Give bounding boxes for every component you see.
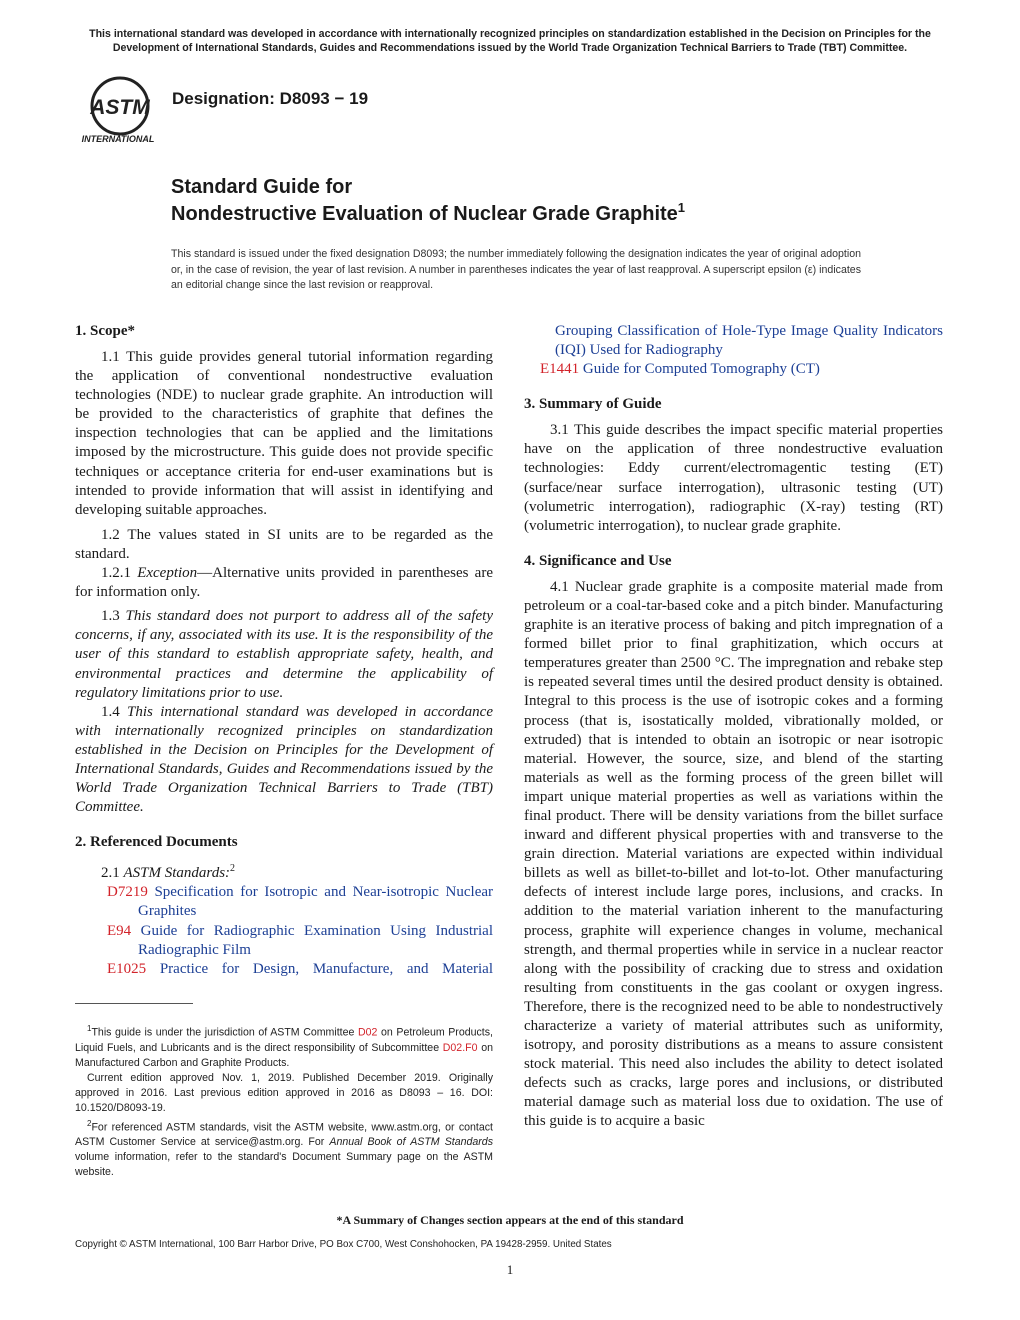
ref-e94[interactable] xyxy=(75,922,493,960)
left-column xyxy=(75,322,493,979)
top-notice: This international standard was developed in accordance with internationally recognized principles on standardization established in the Decision on Principles for the Development of International Standards, Guides and Recommendations issued by the World Trade Organization Technical Barriers to Trade (TBT) Committee. xyxy=(89,28,931,54)
para-1-4 xyxy=(75,703,493,818)
para-1-2-1-text: —Alternative units provided in parentheses are for information only. xyxy=(75,565,493,601)
para-1-2-1-em: Exception xyxy=(137,565,198,582)
ref-title[interactable]: Guide for Radiographic Examination Using Industrial Radiographic Film xyxy=(138,922,493,958)
footnote-1-text-a: This guide is under the jurisdiction of ASTM Committee xyxy=(91,1026,355,1039)
para-1-3-text: This standard does not purport to address all of the safety concerns, if any, associated with its use. It is the responsibility of the user of this standard to establish appropriate safety, health, and environmental practices and determine the applicability of regulatory limitations prior to use. xyxy=(75,608,494,701)
ref-title-part2[interactable]: Grouping Classification of Hole-Type Image Quality Indicators (IQI) Used for Radiography xyxy=(555,323,943,359)
summary-heading: 3. Summary of Guide xyxy=(524,396,662,413)
ref-code[interactable]: D7219 xyxy=(107,884,148,901)
ref-e1441[interactable] xyxy=(524,360,943,379)
footnote-1 xyxy=(75,1021,493,1071)
ref-e1025-continued[interactable] xyxy=(524,322,943,360)
para-2-1-sup: 2 xyxy=(230,863,236,875)
footnote-2-text-b: volume information, refer to the standard's Document Summary page on the ASTM website. xyxy=(75,1151,493,1179)
para-2-1 xyxy=(75,859,493,883)
ref-title[interactable]: Specification for Isotropic and Near-isotropic Nuclear Graphites xyxy=(138,884,493,920)
scope-heading: 1. Scope* xyxy=(75,323,135,339)
title-main: Nondestructive Evaluation of Nuclear Grade Graphite xyxy=(171,203,678,225)
title-footnote-mark: 1 xyxy=(677,200,686,215)
designation: Designation: D8093 − 19 xyxy=(172,89,369,108)
para-1-2-1 xyxy=(75,564,493,602)
summary-of-changes-note: *A Summary of Changes section appears at the end of this standard xyxy=(336,1213,684,1227)
footnote-1-text-c: on Manufactured Carbon and Graphite Products. xyxy=(75,1041,493,1069)
logo-text: ASTM xyxy=(90,96,150,119)
para-3-1: 3.1 This guide describes the impact specific material properties have on the application of three nondestructive evaluation technologies: Eddy current/electromagentic testing (ET) (surface/near surface interrogation), ultrasonic testing (UT) (volumetric interrogation), radiographic (X-ray) testing (RT) (volumetric interrogation), to nuclear grade graphite. xyxy=(524,422,943,534)
referenced-heading: 2. Referenced Documents xyxy=(75,834,238,851)
footnote-1-mark: 1 xyxy=(87,1024,92,1033)
para-1-2: 1.2 The values stated in SI units are to be regarded as the standard. xyxy=(75,526,493,562)
right-column xyxy=(524,322,943,1132)
page-number: 1 xyxy=(506,1262,514,1277)
ref-code[interactable]: E1025 xyxy=(107,960,147,977)
para-1-1: 1.1 This guide provides general tutorial information regarding the application of conventional nondestructive evaluation technologies (NDE) to nuclear grade graphite. An introduction will be provided to the characteristics of graphite that defines the inspection technologies that can be applied and the limitations imposed by the microstructure. This guide does not provide specific techniques or acceptance criteria for end-user examinations but is intended to provide information that will assist in identifying and developing suitable approaches. xyxy=(75,349,493,518)
footnote-1-link-d02[interactable]: D02 xyxy=(358,1026,378,1039)
para-1-3-num: 1.3 xyxy=(101,608,120,625)
ref-d7219[interactable] xyxy=(75,883,493,921)
copyright: Copyright © ASTM International, 100 Barr Harbor Drive, PO Box C700, West Conshohocken, PA 19428-2959. United States xyxy=(75,1239,612,1250)
footnotes xyxy=(75,1021,493,1180)
para-1-3 xyxy=(75,607,493,702)
footnote-2-em: Annual Book of ASTM Standards xyxy=(329,1136,493,1149)
footnote-2-text-a: For referenced ASTM standards, visit the ASTM website, www.astm.org, or contact ASTM Customer Service at service@astm.org. For xyxy=(75,1121,493,1149)
para-1-2-1-num: 1.2.1 xyxy=(101,565,131,582)
significance-heading: 4. Significance and Use xyxy=(524,552,672,569)
footnote-1-link-d02f0[interactable]: D02.F0 xyxy=(442,1041,478,1054)
logo-subtext: INTERNATIONAL xyxy=(81,134,155,144)
footnote-2-mark: 2 xyxy=(87,1118,92,1128)
para-1-4-text: This international standard was developed in accordance with internationally recognized principles on standardization established in the Decision on Principles for the Development of International Standards, Guides and Recommendations issued by the World Trade Organization Technical Barriers to Trade (TBT) Committee. xyxy=(75,703,493,816)
footnote-1-edition: Current edition approved Nov. 1, 2019. Published December 2019. Originally approved in 2016. Last previous edition approved in 2016 as D8093 – 16. DOI: 10.1520/D8093-19. xyxy=(75,1071,493,1114)
document-title xyxy=(171,174,685,228)
footnote-2 xyxy=(75,1116,493,1181)
ref-code[interactable]: E1441 xyxy=(540,361,580,378)
footnote-separator xyxy=(75,1003,193,1004)
title-line-2 xyxy=(171,201,685,228)
para-4-1: 4.1 Nuclear grade graphite is a composite material made from petroleum or a coal-tar-based coke and a pitch binder. Manufacturing graphite is an iterative process of baking and pitch impregnation of a formed billet prior to final graphitization, which occurs at temperatures greater than 2500 °C. The impregnation and rebake step is repeated several times until the desired product density is obtained. Integral to this process is the use of isotropic cokes and a forming process (that is, isostatically molded, vibrationally molded, or extruded) that is intended to obtain an isotropic or near isotropic material. However, the source, size, and blend of the starting materials as well as the forming process of the green billet will impart unique material properties as well as variations within the final product. There will be density variations from the billet surface inward and different physical properties with and transverse to the grain direction. Material variations are expected within individual billets as well as billet-to-billet and lot-to-lot. Other manufacturing defects of interest include large pores, inclusions, and cracks. In addition to the material variation inherent to the manufacturing process, graphite will experience changes in volume, mechanical strength, and thermal properties while in service in a nuclear reactor along with the possibility of cracking due to stress and oxidation resulting from constituents in the gas coolant or oxygen ingress. Therefore, there is the recognized need to be able to nondestructively characterize a variety of material attributes such as uniformity, isotropy, and porosity distributions as a means to assure consistent stock material. This need also includes the ability to detect isolated defects such as cracks, large pores and inclusions, or distributed material damage such as material loss due to oxidation. The use of this guide is to acquire a basic xyxy=(524,578,943,1130)
issued-note: This standard is issued under the fixed designation D8093; the number immediately following the designation indicates the year of original adoption or, in the case of revision, the year of last revision. A number in parentheses indicates the year of last reapproval. A superscript epsilon (ε) indicates an editorial change since the last revision or reapproval. xyxy=(171,248,861,291)
para-1-4-num: 1.4 xyxy=(101,703,120,720)
footnote-1-text-b: on Petroleum Products, Liquid Fuels, and Lubricants and is the direct responsibility of Subcommittee xyxy=(75,1026,493,1054)
ref-code[interactable]: E94 xyxy=(107,922,132,939)
ref-title[interactable]: Guide for Computed Tomography (CT) xyxy=(582,361,820,378)
title-line-1: Standard Guide for xyxy=(171,176,353,198)
astm-logo xyxy=(72,76,164,146)
ref-e1025[interactable] xyxy=(75,960,493,979)
ref-title-part1[interactable]: Practice for Design, Manufacture, and Material xyxy=(159,960,493,977)
para-2-1-num: 2.1 xyxy=(101,865,120,882)
para-2-1-em: ASTM Standards: xyxy=(123,865,231,882)
